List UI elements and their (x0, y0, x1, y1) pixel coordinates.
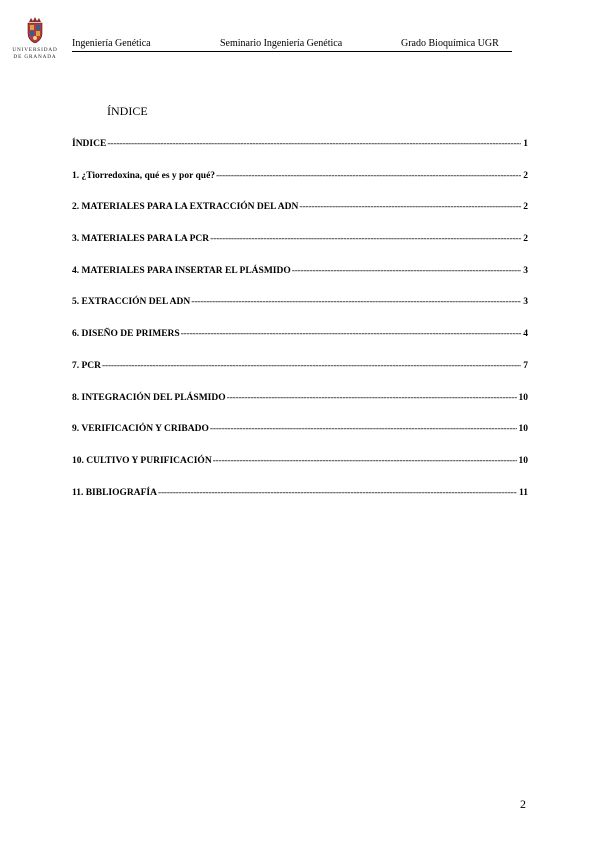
toc-leader (102, 360, 521, 372)
toc-leader (213, 455, 517, 467)
toc-entry[interactable] (72, 265, 528, 297)
toc-entry[interactable] (72, 138, 528, 170)
toc-entry[interactable] (72, 170, 528, 202)
toc-entry-label: 6. DISEÑO DE PRIMERS (72, 329, 180, 340)
logo-text-line1: UNIVERSIDAD (12, 47, 58, 53)
page-header (72, 37, 512, 52)
toc-entry-page: 1 (523, 139, 528, 149)
header-left: Ingeniería Genética (72, 38, 151, 49)
toc-entry[interactable] (72, 487, 528, 519)
toc-leader (181, 328, 522, 340)
toc-leader (216, 170, 521, 182)
toc-leader (191, 296, 521, 308)
toc-entry[interactable] (72, 360, 528, 392)
toc-entry[interactable] (72, 201, 528, 233)
toc-entry-page: 4 (523, 329, 528, 340)
toc-entry-label: 11. BIBLIOGRAFÍA (72, 487, 157, 498)
toc-entry-page: 2 (523, 170, 528, 181)
toc-entry-label: 2. MATERIALES PARA LA EXTRACCIÓN DEL ADN (72, 202, 299, 213)
header-right: Grado Bioquímica UGR (401, 38, 499, 49)
table-of-contents (72, 138, 528, 518)
toc-leader (107, 138, 521, 150)
toc-entry-label: ÍNDICE (72, 139, 107, 149)
university-logo (10, 16, 60, 68)
toc-entry-label: 5. EXTRACCIÓN DEL ADN (72, 297, 191, 308)
toc-leader (227, 392, 517, 404)
toc-leader (292, 265, 522, 277)
toc-entry[interactable] (72, 423, 528, 455)
toc-entry[interactable] (72, 296, 528, 328)
logo-text-line2: DE GRANADA (13, 53, 57, 60)
toc-entry-label: 3. MATERIALES PARA LA PCR (72, 234, 210, 245)
toc-entry-page: 11 (519, 487, 528, 498)
page-number: 2 (520, 797, 526, 811)
toc-entry-page: 10 (518, 455, 528, 466)
toc-entry[interactable] (72, 392, 528, 424)
toc-entry[interactable] (72, 233, 528, 265)
toc-leader (299, 201, 521, 213)
header-center: Seminario Ingeniería Genética (220, 38, 343, 49)
toc-leader (210, 233, 521, 245)
toc-entry-label: 9. VERIFICACIÓN Y CRIBADO (72, 424, 209, 435)
toc-leader (210, 423, 517, 435)
toc-entry-label: 4. MATERIALES PARA INSERTAR EL PLÁSMIDO (72, 265, 291, 276)
toc-leader (158, 487, 517, 499)
toc-entry-page: 2 (523, 202, 528, 213)
toc-entry-page: 10 (518, 392, 528, 403)
toc-entry-label: 10. CULTIVO Y PURIFICACIÓN (72, 455, 212, 466)
toc-entry-label: 1. ¿Tiorredoxina, qué es y por qué? (72, 170, 216, 181)
toc-entry-page: 10 (518, 424, 528, 435)
toc-entry[interactable] (72, 328, 528, 360)
toc-entry-page: 7 (523, 360, 528, 371)
toc-entry-label: 7. PCR (72, 360, 102, 371)
toc-entry-page: 2 (523, 234, 528, 245)
toc-entry-page: 3 (523, 297, 528, 308)
toc-entry-page: 3 (523, 265, 528, 276)
index-title: ÍNDICE (107, 104, 148, 118)
toc-entry[interactable] (72, 455, 528, 487)
university-crest-icon (24, 16, 46, 44)
toc-entry-label: 8. INTEGRACIÓN DEL PLÁSMIDO (72, 392, 226, 403)
